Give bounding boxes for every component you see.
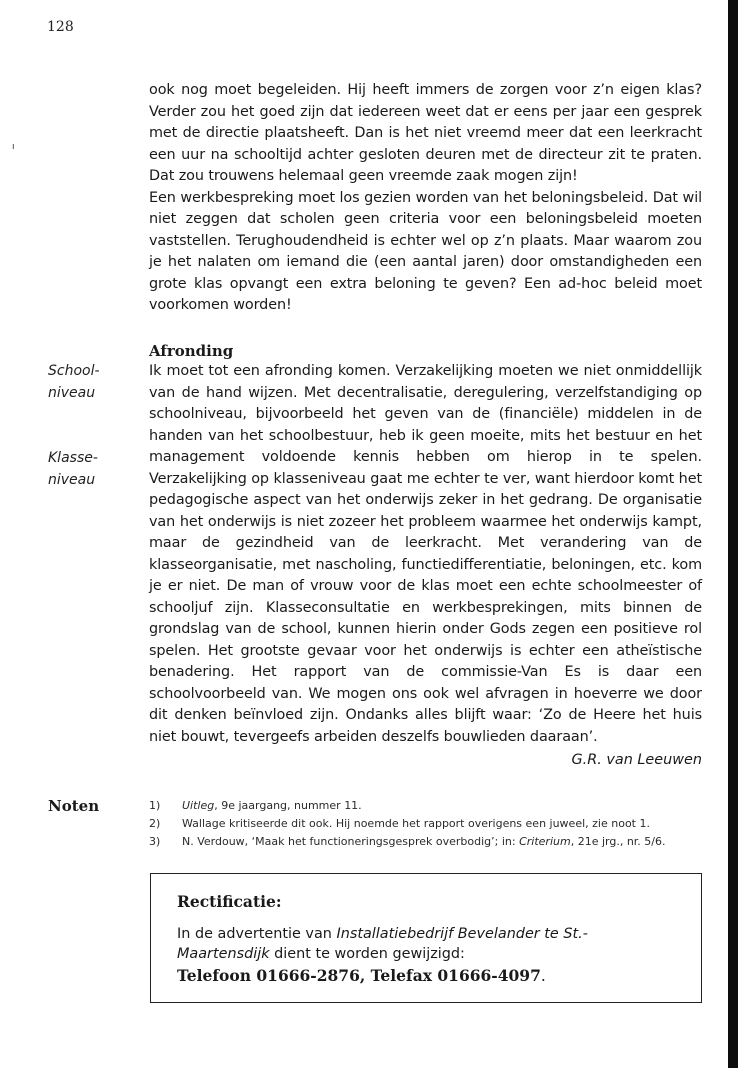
note-number: 1) [149,799,161,812]
author-signature: G.R. van Leeuwen [571,752,702,768]
note-source-title: Uitleg [182,799,215,812]
note-item [149,797,709,815]
notes-list [149,797,709,851]
margin-label-school [48,361,100,404]
margin-label-klasse-line1: Klasse- [48,450,98,466]
intro-paragraph: ook nog moet begeleiden. Hij heeft immers de zorgen voor z’n eigen klas? Verder zou het goed zijn dat iedereen weet dat er eens per jaar een gesprek met de directie plaatsheeft. Dan is het niet vreemd meer dat een leerkracht een uur na schooltijd achter gesloten deuren met de directeur zit te praten. Dat zou trouwens helemaal geen vreemde zaak mogen zijn! [149,82,702,184]
margin-label-klasse-line2: niveau [48,471,96,488]
section-heading: Afronding [149,342,234,360]
note-text: Wallage kritiseerde dit ook. Hij noemde het rapport overigens een juweel, zie noot 1. [182,817,650,830]
closing-paragraph: Ik moet tot een afronding komen. Verzakelijking moeten we niet onmiddellijk van de hand wijzen. Met decentralisatie, deregulering, verzelfstandiging op schoolniveau, bijvoorbeeld het geven van de (financiële) middelen in de handen van het schoolbestuur, heb ik geen moeite, mits het bestuur en het management voldoende kennis hebben om hierop in te spelen. Verzakelijking op klasseniveau gaat me echter te ver, want hierdoor komt het pedagogische aspect van het onderwijs zeker in het gedrang. De organisatie van het onderwijs is niet zozeer het probleem waarmee het onderwijs kampt, maar de gezindheid van de leerkracht. Met verandering van de klasseorganisatie, met nascholing, functiedifferentiatie, beloningen, etc. kom je er niet. De man of vrouw voor de klas moet een echte schoolmeester of schooljuf zijn. Klasseconsultatie en werkbesprekingen, mits binnen de grondslag van de school, kunnen hierin onder Gods zegen een positieve rol spelen. Het grootste gevaar voor het onderwijs is echter een atheïstische benadering. Het rapport van de commissie-Van Es is daar een schoolvoorbeeld van. We mogen ons ook wel afvragen in hoeverre we door dit denken beïnvloed zijn. Ondanks alles blijft waar: ‘Zo de Heere het huis niet bouwt, tevergeefs arbeiden deszelfs bouwlieden daaraan’. [149,363,702,745]
page-number: 128 [47,19,74,35]
note-number: 3) [149,835,161,848]
rectification-intro: In de advertentie van [177,926,337,942]
note-text [182,833,666,851]
note-detail: N. Verdouw, ‘Maak het functioneringsgesprek overbodig’; in: [182,835,520,848]
intro-text-block [149,80,702,317]
margin-label-klasse [48,448,98,491]
rectification-phone-line [177,964,675,988]
rectification-text [177,924,675,964]
second-paragraph: Een werkbespreking moet los gezien worden van het beloningsbeleid. Dat wil niet zeggen dat scholen geen criteria voor een beloningsbeleid moeten vaststellen. Terughoudendheid is echter wel op z’n plaats. Maar waarom zou je het nalaten om iemand die (een aantal jaren) door omstandigheden een grote klas opvangt een extra beloning te geven? Een ad-hoc beleid moet voorkomen worden! [149,189,702,313]
note-source-title: Criterium [519,835,571,848]
rectification-box [150,873,702,1003]
rectification-instruction: dient te worden gewijzigd: [269,946,465,962]
note-item [149,815,709,833]
note-text [182,797,362,815]
rectification-company: Installatiebedrijf Bevelander te St.-Maartensdijk [177,926,588,962]
note-detail: , 9e jaargang, nummer 11. [214,799,362,812]
phone-line-period: . [540,967,546,985]
margin-mark: ı [12,142,15,152]
margin-label-school-line1: School- [48,363,100,379]
phone-numbers: Telefoon 01666-2876, Telefax 01666-4097 [177,966,541,985]
rectification-title: Rectificatie: [177,892,282,911]
margin-label-school-line2: niveau [48,384,96,401]
note-number: 2) [149,817,161,830]
page-edge-shadow [728,0,738,1068]
note-item [149,833,709,851]
notes-heading: Noten [48,797,100,815]
closing-text-block [149,361,702,748]
note-detail: , 21e jrg., nr. 5/6. [570,835,666,848]
